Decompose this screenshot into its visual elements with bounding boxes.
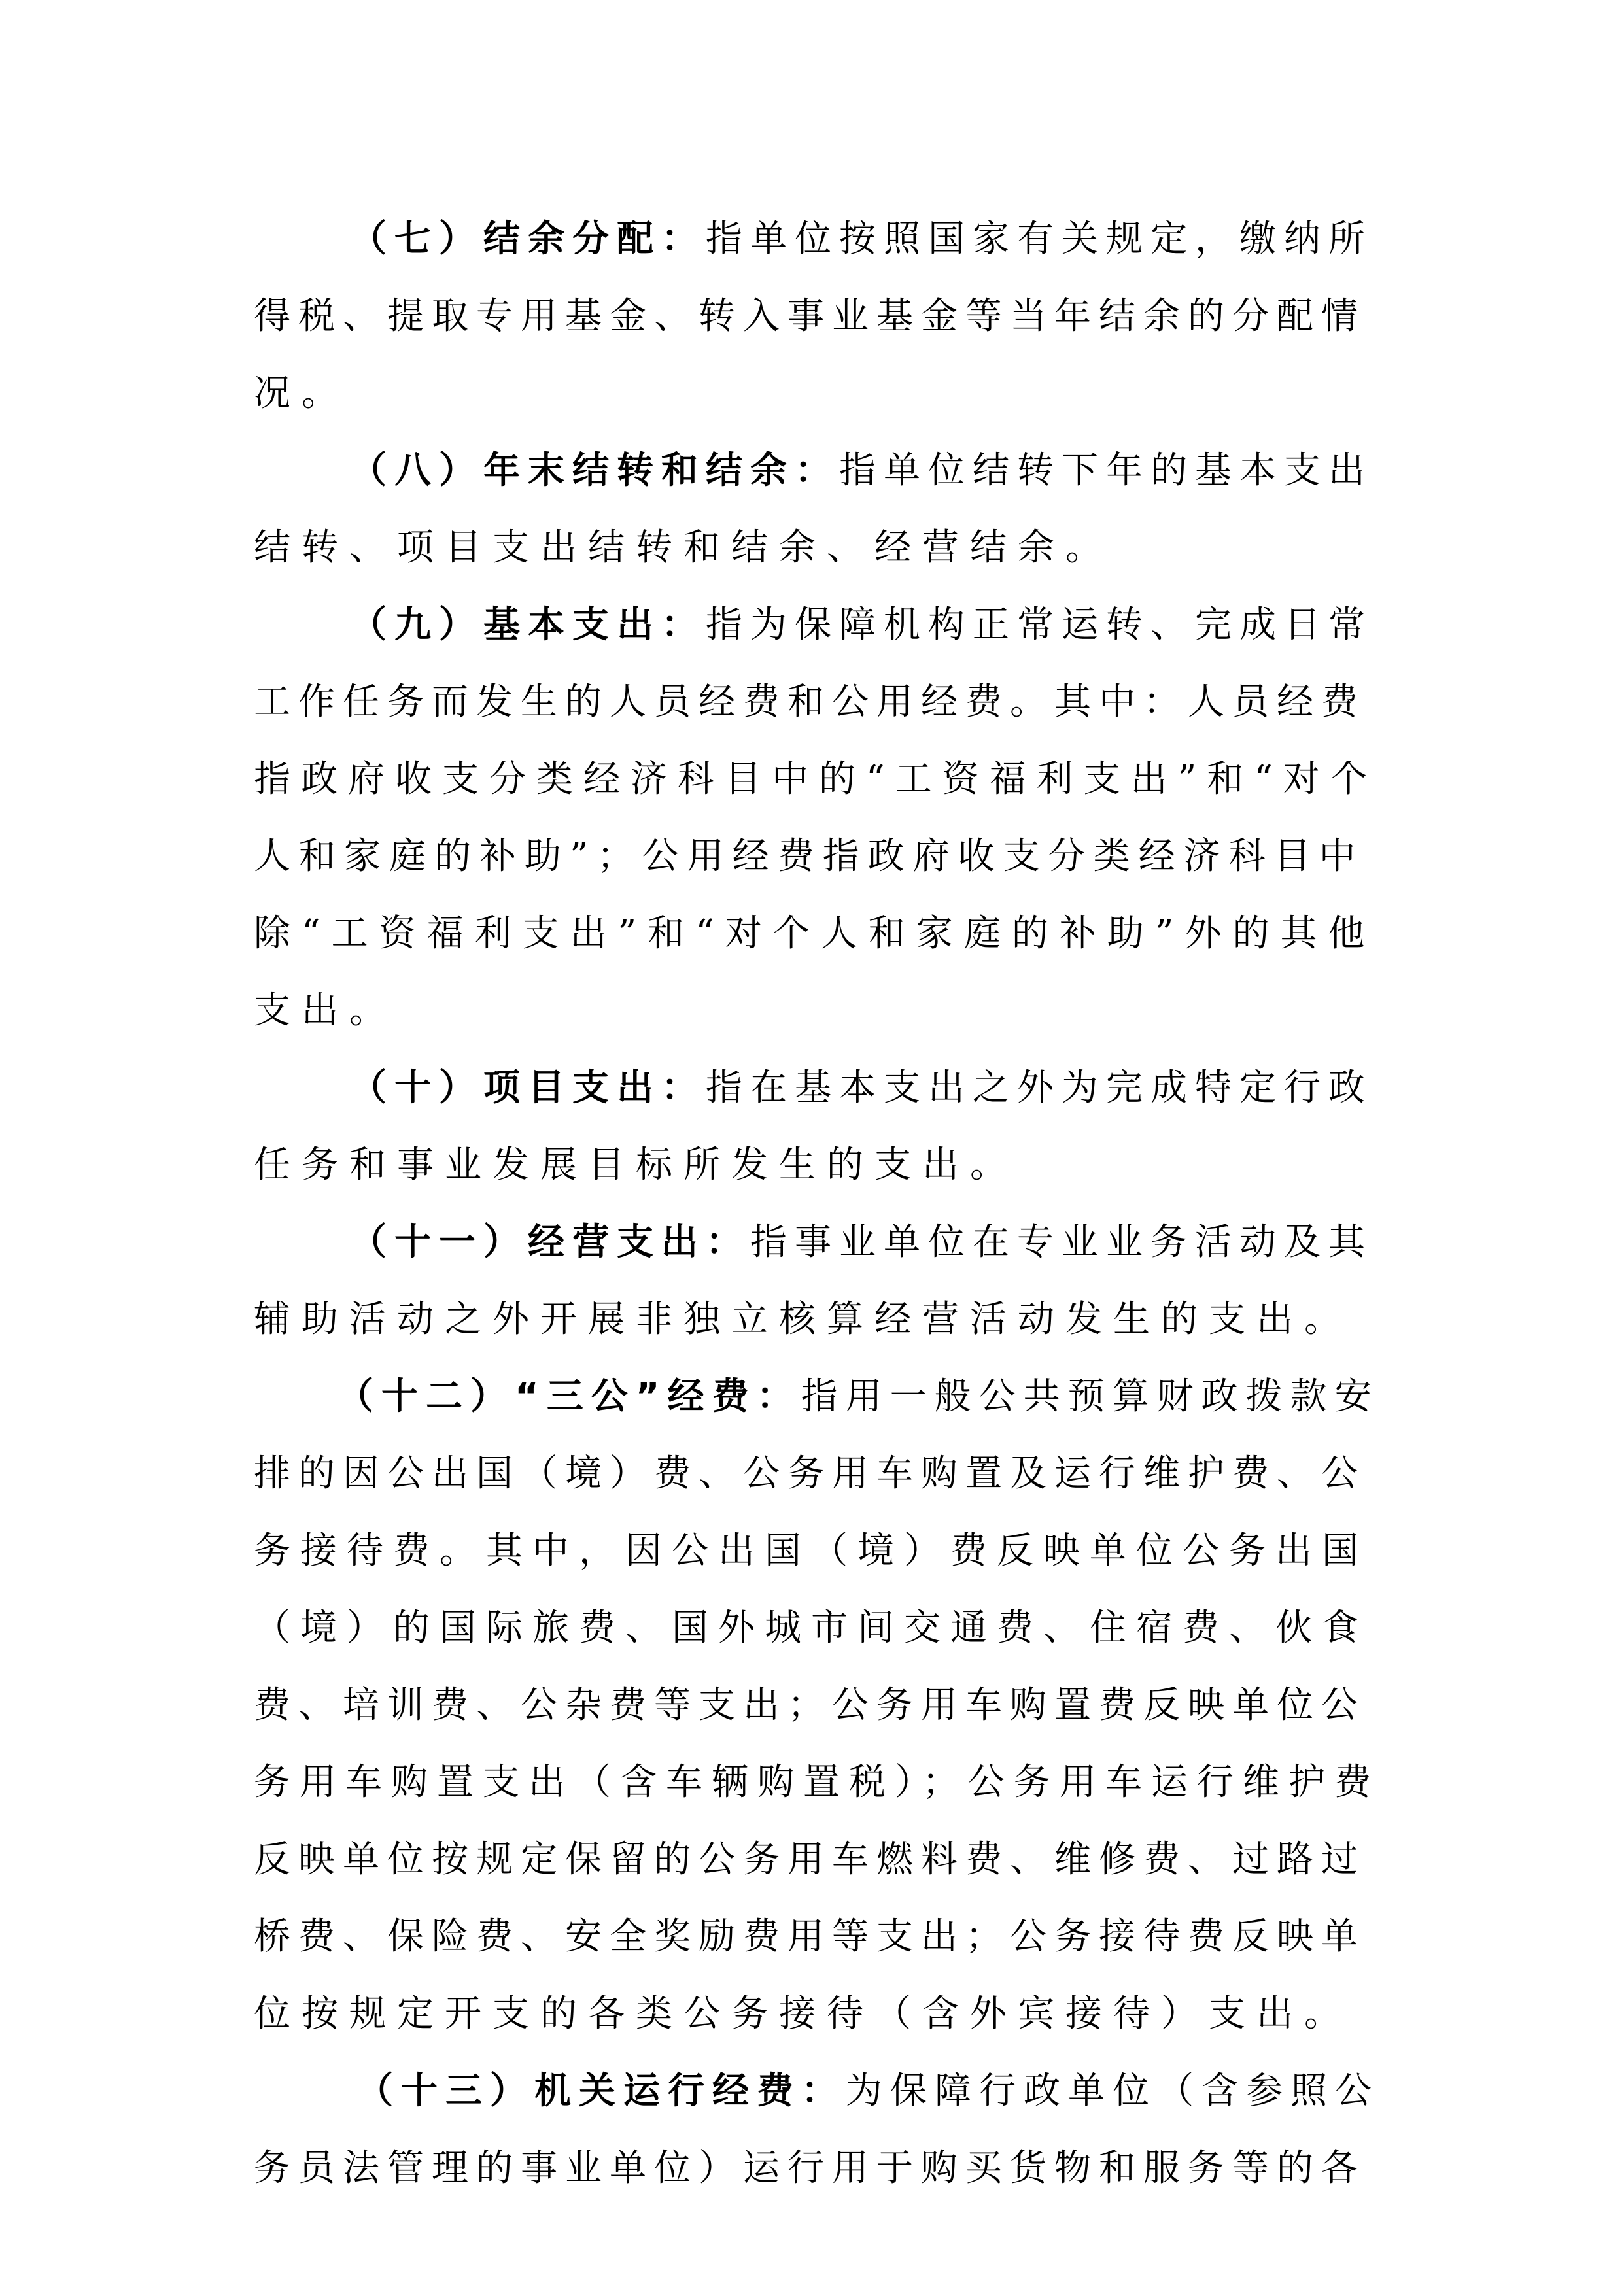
p9-line-3: 指政府收支分类经济科目中的“工资福利支出”和“对个 (254, 758, 1377, 800)
p9-line-2: 工作任务而发生的人员经费和公用经费。其中：人员经费 (254, 681, 1366, 723)
p12-line-5: 费、培训费、公杂费等支出；公务用车购置费反映单位公 (254, 1684, 1366, 1726)
p9-line-4: 人和家庭的补助”；公用经费指政府收支分类经济科目中 (254, 835, 1364, 878)
p12-line-8: 桥费、保险费、安全奖励费用等支出；公务接待费反映单 (254, 1915, 1366, 1958)
p12-line-1-text: 指用一般公共预算财政拨款安 (801, 1375, 1379, 1418)
p13-line-2: 务员法管理的事业单位）运行用于购买货物和服务等的各 (254, 2147, 1366, 2189)
p12-heading: （十二）“三公”经费： (337, 1375, 801, 1418)
p11-line-1-text: 指事业单位在专业业务活动及其 (750, 1221, 1373, 1263)
p12-line-6: 务用车购置支出（含车辆购置税）；公务用车运行维护费 (254, 1761, 1380, 1804)
p9-line-6: 支出。 (254, 989, 397, 1032)
p12-line-2: 排的因公出国（境）费、公务用车购置及运行维护费、公 (254, 1452, 1366, 1495)
p10-line-2: 任务和事业发展目标所发生的支出。 (254, 1144, 1018, 1186)
p12-line-7: 反映单位按规定保留的公务用车燃料费、维修费、过路过 (254, 1838, 1366, 1881)
p9-line-1-text: 指为保障机构正常运转、完成日常 (706, 604, 1373, 646)
p8-line-1 (350, 449, 1373, 492)
p12-line-4: （境）的国际旅费、国外城市间交通费、住宿费、伙食 (254, 1607, 1368, 1649)
p11-line-1 (350, 1221, 1373, 1263)
p10-heading: （十）项目支出： (350, 1067, 706, 1109)
p12-line-1 (337, 1375, 1379, 1418)
p7-line-1-text: 指单位按照国家有关规定，缴纳所 (706, 218, 1373, 260)
p9-line-5: 除“工资福利支出”和“对个人和家庭的补助”外的其他 (254, 912, 1376, 955)
p11-line-2: 辅助活动之外开展非独立核算经营活动发生的支出。 (254, 1298, 1352, 1341)
p7-line-1 (350, 218, 1373, 260)
p7-line-2: 得税、提取专用基金、转入事业基金等当年结余的分配情 (254, 295, 1366, 337)
p9-line-1 (350, 604, 1373, 646)
p8-heading: （八）年末结转和结余： (350, 449, 839, 492)
p10-line-1-text: 指在基本支出之外为完成特定行政 (706, 1067, 1373, 1109)
p10-line-1 (350, 1067, 1373, 1109)
p13-heading: （十三）机关运行经费： (356, 2070, 846, 2112)
p12-line-9: 位按规定开支的各类公务接待（含外宾接待）支出。 (254, 1993, 1352, 2035)
p7-line-3: 况。 (254, 372, 349, 415)
p12-line-3: 务接待费。其中，因公出国（境）费反映单位公务出国 (254, 1530, 1368, 1572)
p13-line-1-text: 为保障行政单位（含参照公 (846, 2070, 1379, 2112)
p13-line-1 (356, 2070, 1379, 2112)
p11-heading: （十一）经营支出： (350, 1221, 750, 1263)
p7-heading: （七）结余分配： (350, 218, 706, 260)
p8-line-1-text: 指单位结转下年的基本支出 (839, 449, 1373, 492)
p9-heading: （九）基本支出： (350, 604, 706, 646)
p8-line-2: 结转、项目支出结转和结余、经营结余。 (254, 526, 1113, 569)
